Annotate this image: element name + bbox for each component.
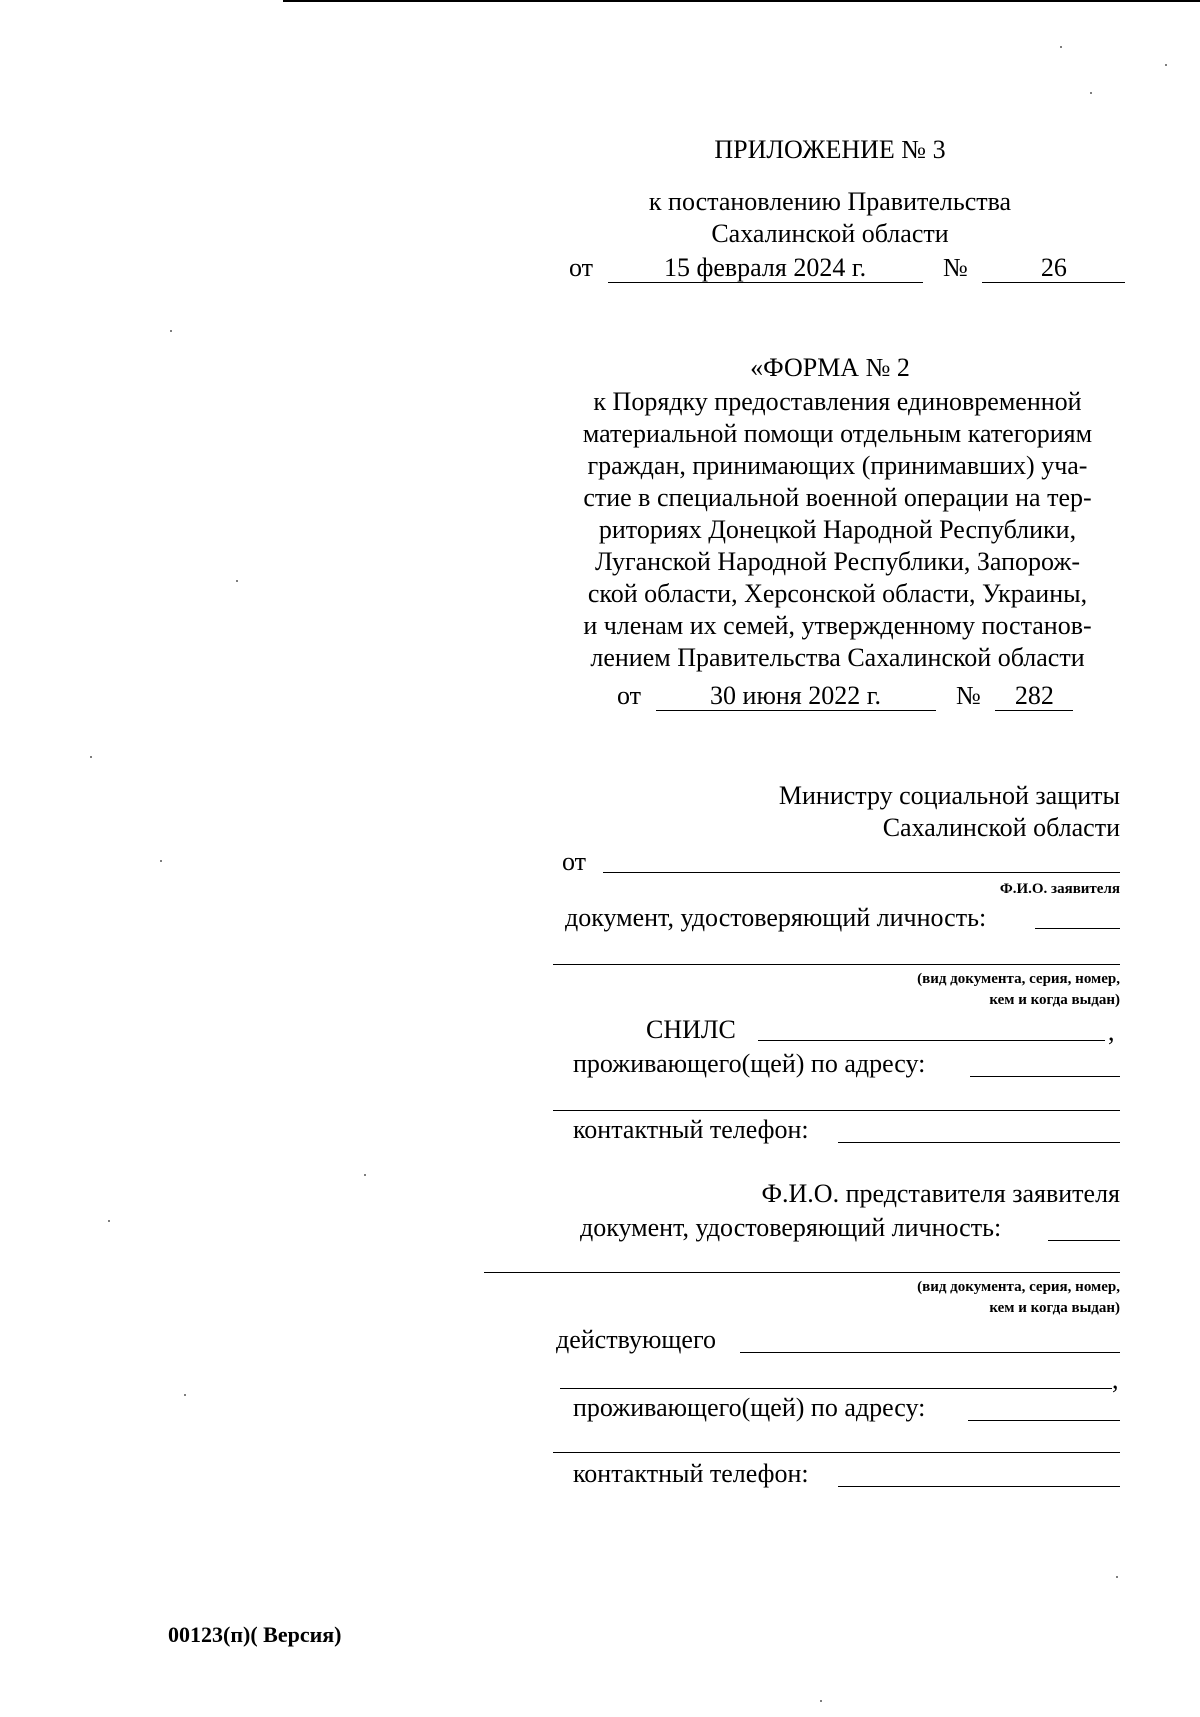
document-code: 00123(п)( Версия) <box>168 1622 342 1647</box>
representative-address-field[interactable] <box>968 1420 1120 1421</box>
applicant-address-field-line-2[interactable] <box>553 1110 1120 1111</box>
appendix-date: 15 февраля 2024 г. <box>608 254 923 283</box>
scan-speck <box>1060 46 1062 48</box>
representative-id-doc-field[interactable] <box>1048 1240 1120 1241</box>
applicant-phone-label: контактный телефон: <box>573 1115 809 1144</box>
form-from-label: от <box>617 681 642 710</box>
scan-speck <box>1090 92 1092 94</box>
scan-speck <box>1116 1576 1118 1578</box>
form-line: риториях Донецкой Народной Республики, <box>598 515 1077 544</box>
form-from-row <box>617 680 1073 712</box>
representative-phone-label: контактный телефон: <box>573 1459 809 1488</box>
representative-acting-comma: , <box>1112 1365 1119 1394</box>
applicant-id-doc-label: документ, удостоверяющий личность: <box>565 903 987 932</box>
appendix-line-1: к постановлению Правительства <box>648 187 1012 216</box>
scan-speck <box>820 1700 822 1702</box>
applicant-id-doc-caption-2: кем и когда выдан) <box>989 992 1120 1008</box>
appendix-number: 26 <box>982 254 1125 283</box>
representative-id-doc-field-line-2[interactable] <box>484 1272 1120 1273</box>
form-date: 30 июня 2022 г. <box>656 682 936 711</box>
scan-speck <box>236 580 238 582</box>
appendix-title: ПРИЛОЖЕНИЕ № 3 <box>714 135 946 164</box>
top-edge-rule <box>283 0 1200 2</box>
applicant-id-doc-field-line-2[interactable] <box>553 964 1120 965</box>
form-line: к Порядку предоставления единовременной <box>593 387 1082 416</box>
appendix-number-label: № <box>943 253 968 282</box>
form-line: и членам их семей, утвержденному постанов- <box>583 611 1092 640</box>
representative-acting-field[interactable] <box>740 1352 1120 1353</box>
representative-acting-label: действующего <box>556 1325 716 1354</box>
scan-speck <box>1165 64 1167 66</box>
snils-comma: , <box>1108 1017 1115 1046</box>
representative-address-label: проживающего(щей) по адресу: <box>573 1393 926 1422</box>
appendix-from-row <box>569 252 1125 284</box>
form-line: материальной помощи отдельным категориям <box>582 419 1093 448</box>
representative-id-doc-caption-2: кем и когда выдан) <box>989 1300 1120 1316</box>
applicant-address-field[interactable] <box>970 1076 1120 1077</box>
applicant-id-doc-caption-1: (вид документа, серия, номер, <box>917 971 1120 987</box>
applicant-from-label: от <box>562 847 587 876</box>
appendix-line-2: Сахалинской области <box>711 219 949 248</box>
addressee-line-1: Министру социальной защиты <box>778 781 1120 810</box>
scan-speck <box>184 1394 186 1396</box>
representative-phone-field[interactable] <box>838 1486 1120 1487</box>
representative-id-doc-caption-1: (вид документа, серия, номер, <box>917 1279 1120 1295</box>
scan-speck <box>108 1220 110 1222</box>
scan-speck <box>90 756 92 758</box>
snils-label: СНИЛС <box>646 1015 736 1044</box>
representative-acting-field-line-2[interactable] <box>560 1388 1112 1389</box>
scan-speck <box>160 860 162 862</box>
applicant-fio-caption: Ф.И.О. заявителя <box>999 881 1120 897</box>
applicant-fio-field[interactable] <box>603 872 1120 873</box>
applicant-id-doc-field[interactable] <box>1035 928 1120 929</box>
scan-speck <box>170 330 172 332</box>
representative-address-field-line-2[interactable] <box>553 1452 1120 1453</box>
snils-field[interactable] <box>758 1040 1105 1041</box>
scan-speck <box>364 1174 366 1176</box>
representative-fio-label: Ф.И.О. представителя заявителя <box>761 1179 1120 1208</box>
form-line: Луганской Народной Республики, Запорож- <box>594 547 1081 576</box>
form-line: лением Правительства Сахалинской области <box>590 643 1085 672</box>
form-line: стие в специальной военной операции на тер- <box>583 483 1092 512</box>
appendix-from-label: от <box>569 253 594 282</box>
form-title: «ФОРМА № 2 <box>750 353 910 382</box>
representative-id-doc-label: документ, удостоверяющий личность: <box>580 1213 1002 1242</box>
applicant-address-label: проживающего(щей) по адресу: <box>573 1049 926 1078</box>
applicant-phone-field[interactable] <box>838 1142 1120 1143</box>
form-line: ской области, Херсонской области, Украины, <box>587 579 1088 608</box>
form-number-label: № <box>956 681 981 710</box>
form-line: граждан, принимающих (принимавших) уча- <box>587 451 1088 480</box>
addressee-line-2: Сахалинской области <box>882 813 1120 842</box>
form-number: 282 <box>995 682 1073 711</box>
